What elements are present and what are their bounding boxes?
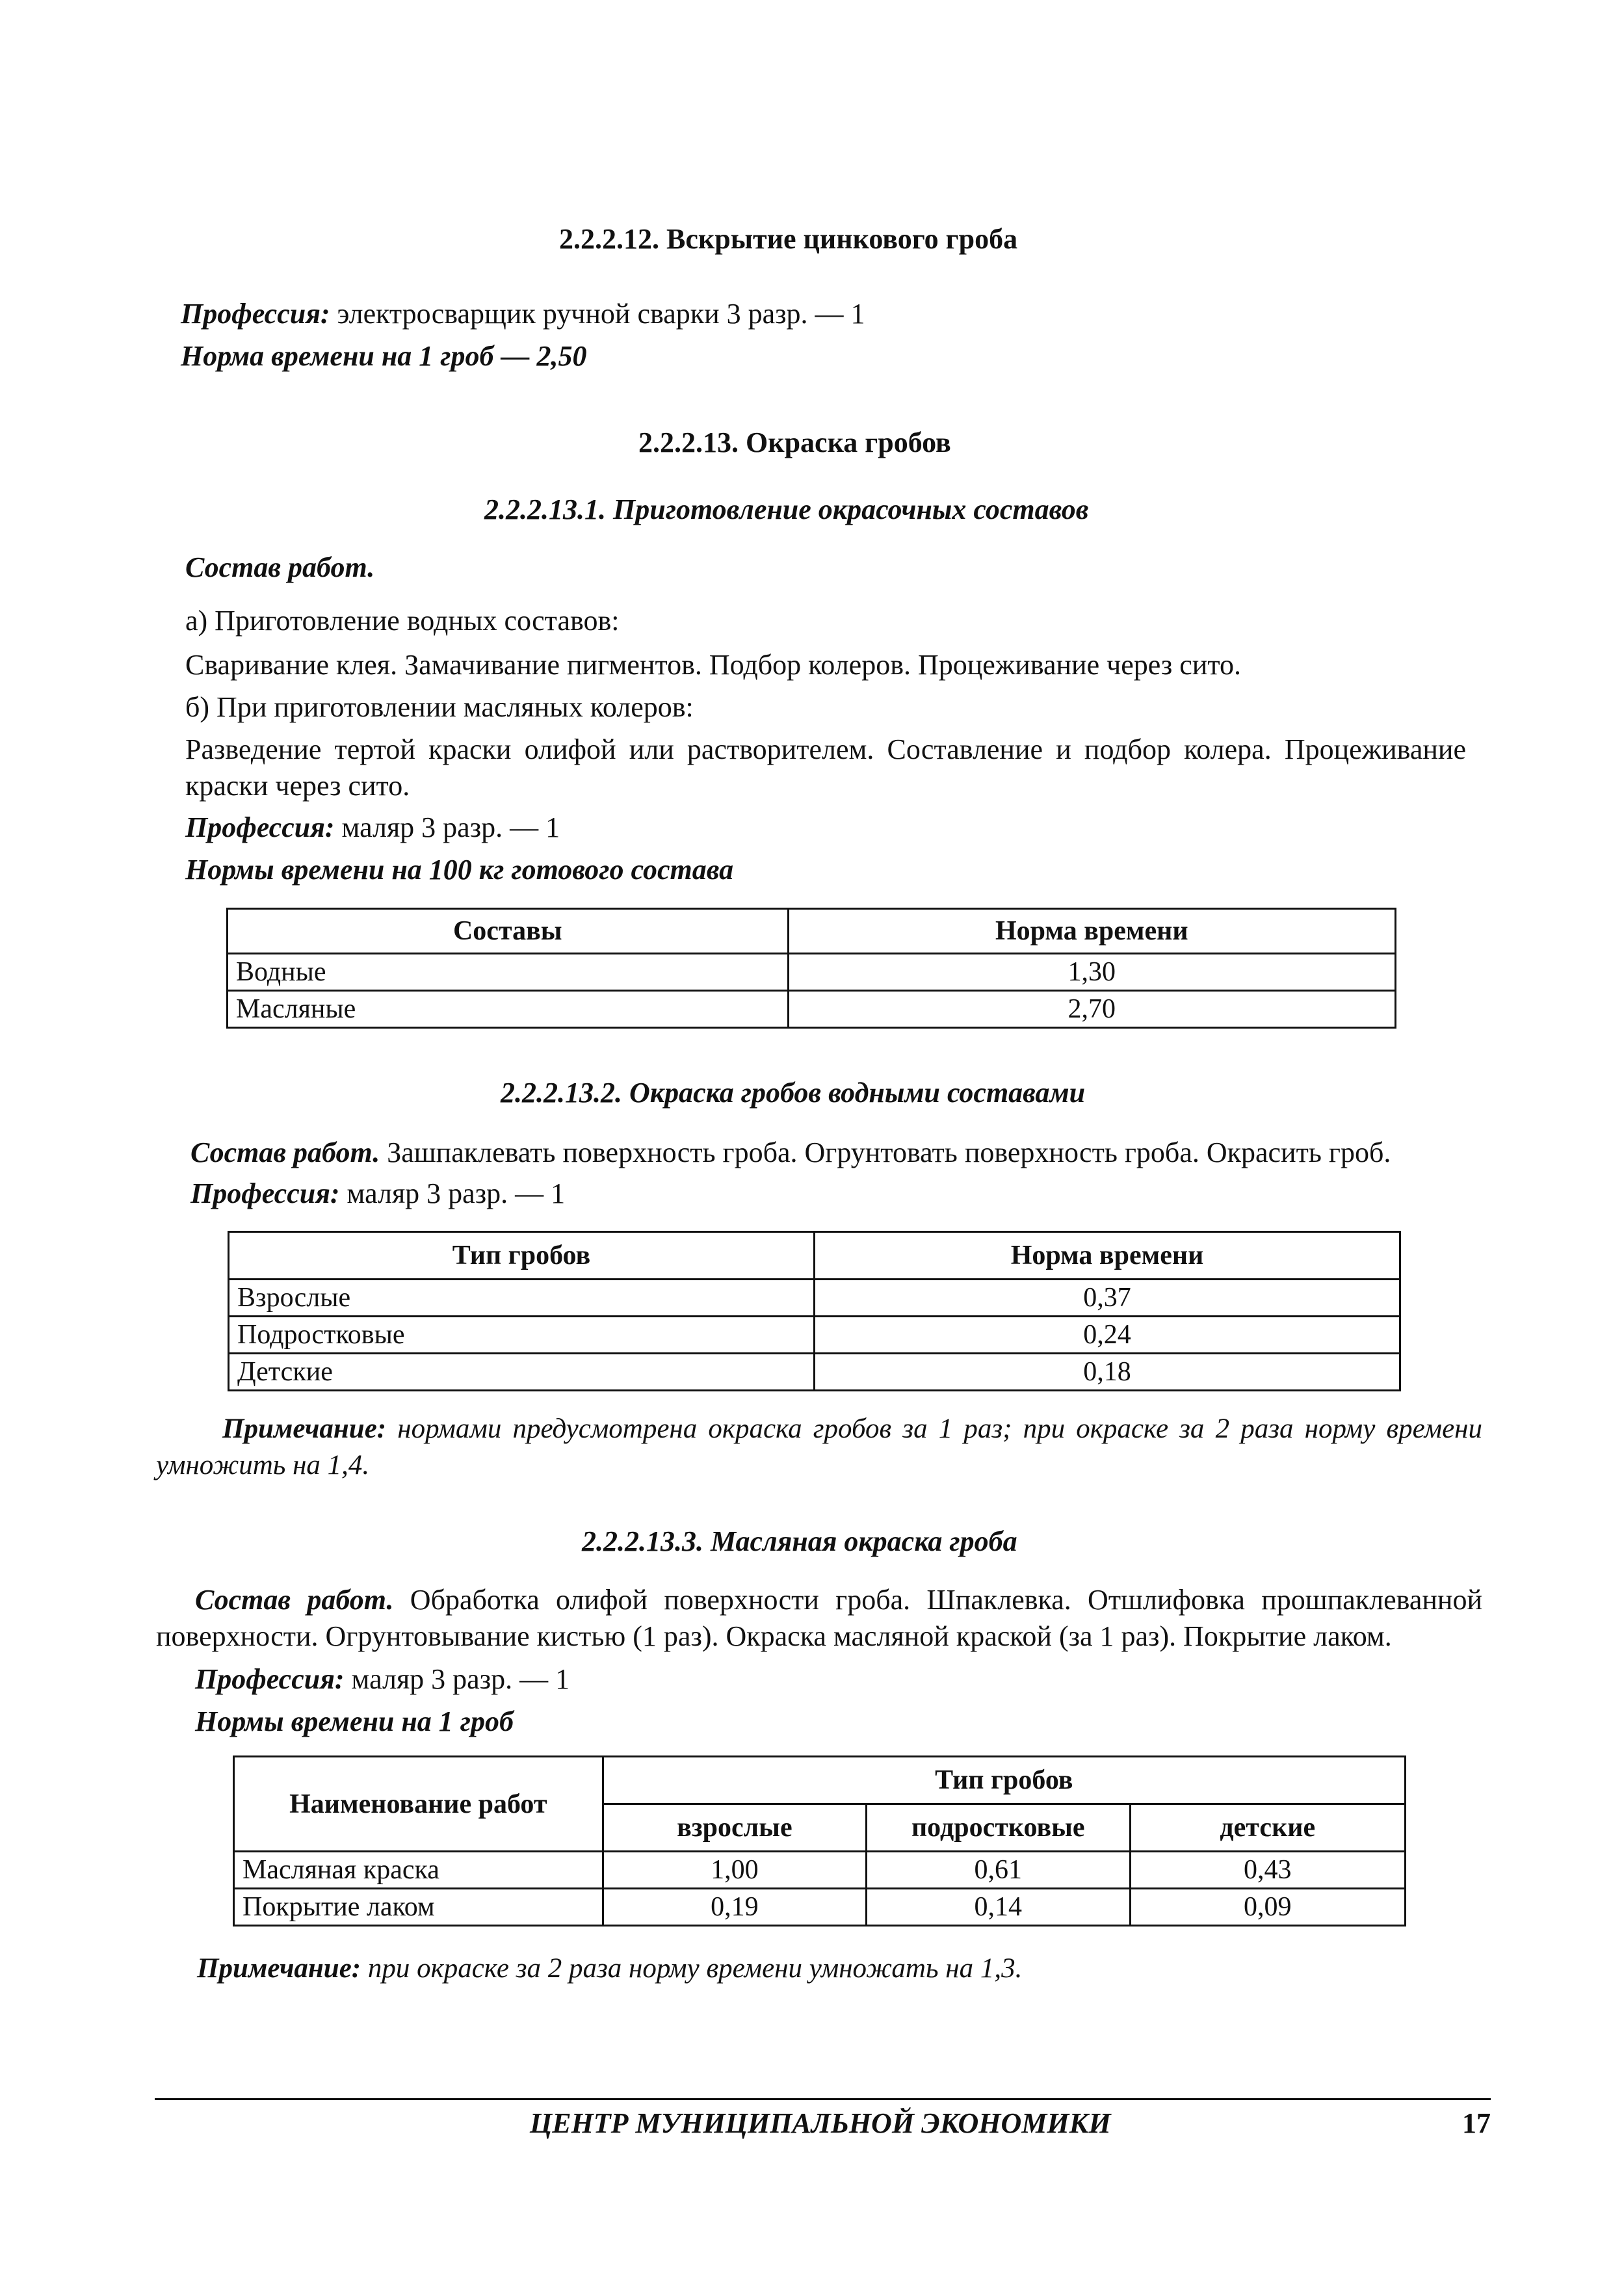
norms-title-13-3: Нормы времени на 1 гроб <box>195 1705 514 1737</box>
profession-label: Профессия: <box>181 298 330 330</box>
table-cell: 1,30 <box>788 954 1395 991</box>
table-cell: 0,14 <box>867 1889 1130 1926</box>
section-heading-12: 2.2.2.12. Вскрытие цинкового гроба <box>559 223 1018 255</box>
profession-label: Профессия: <box>190 1177 340 1209</box>
table-header: Норма времени <box>815 1232 1400 1280</box>
table-subheader: детские <box>1130 1804 1406 1852</box>
table-header: Составы <box>228 909 789 954</box>
table-subheader: взрослые <box>603 1804 866 1852</box>
table-cell: 0,43 <box>1130 1852 1406 1889</box>
note-label: Примечание: <box>197 1953 361 1984</box>
note-text: при окраске за 2 раза норму времени умножать на 1,3. <box>361 1953 1023 1984</box>
table-cell: 0,09 <box>1130 1889 1406 1926</box>
profession-line-13-2 <box>190 1176 565 1212</box>
profession-value: электросварщик ручной сварки 3 разр. — 1 <box>330 298 865 330</box>
table-cell: Масляные <box>228 991 789 1028</box>
table-cell: Покрытие лаком <box>234 1889 603 1926</box>
note-13-3 <box>197 1951 1022 1987</box>
table-row <box>234 1852 1406 1889</box>
profession-value: маляр 3 разр. — 1 <box>344 1663 570 1695</box>
table-row <box>228 954 1396 991</box>
profession-value: маляр 3 разр. — 1 <box>339 1177 566 1209</box>
work-composition-label: Состав работ. <box>185 551 375 583</box>
note-text: нормами предусмотрена окраска гробов за 1 раз; при окраске за 2 раза норму времени умножить на 1,4. <box>156 1414 1482 1480</box>
note-label: Примечание: <box>222 1414 387 1444</box>
table-header: Норма времени <box>788 909 1395 954</box>
note-13-2 <box>156 1411 1482 1484</box>
table-cell: Масляная краска <box>234 1852 603 1889</box>
subsection-heading-13-3: 2.2.2.13.3. Масляная окраска гроба <box>582 1525 1017 1557</box>
item-a: а) Приготовление водных составов: <box>185 605 620 637</box>
work-composition-label: Состав работ. <box>195 1584 394 1616</box>
table-cell: Водные <box>228 954 789 991</box>
item-b-text: Разведение тертой краски олифой или растворителем. Составление и подбор колера. Процеживание краски через сито. <box>185 733 1466 802</box>
profession-value: маляр 3 разр. — 1 <box>334 811 560 843</box>
table-cell: 0,61 <box>867 1852 1130 1889</box>
subsection-heading-13-1: 2.2.2.13.1. Приготовление окрасочных составов <box>484 493 1089 525</box>
profession-label: Профессия: <box>195 1663 345 1695</box>
table-cell: 2,70 <box>788 991 1395 1028</box>
table-cell: 0,18 <box>815 1354 1400 1391</box>
subsection-heading-13-2: 2.2.2.13.2. Окраска гробов водными составами <box>501 1077 1086 1109</box>
norms-table-13-2 <box>228 1231 1401 1391</box>
table-row <box>229 1317 1400 1354</box>
norms-title-13-1: Нормы времени на 100 кг готового состава <box>185 854 734 886</box>
footer-divider <box>155 2098 1491 2100</box>
profession-line-13-3 <box>195 1661 570 1698</box>
table-row <box>228 991 1396 1028</box>
profession-line-13-1 <box>185 809 560 846</box>
table-cell: Детские <box>229 1354 815 1391</box>
work-composition-text: Зашпаклевать поверхность гроба. Огрунтовать поверхность гроба. Окрасить гроб. <box>380 1137 1391 1168</box>
norms-table-13-3 <box>233 1755 1406 1926</box>
table-cell: Взрослые <box>229 1280 815 1317</box>
profession-label: Профессия: <box>185 811 335 843</box>
work-composition-label: Состав работ. <box>190 1137 380 1168</box>
item-b: б) При приготовлении масляных колеров: <box>185 691 694 723</box>
table-row <box>229 1280 1400 1317</box>
table-header: Наименование работ <box>234 1757 603 1852</box>
profession-line-12 <box>181 296 865 332</box>
table-cell: 0,24 <box>815 1317 1400 1354</box>
table-header: Тип гробов <box>229 1232 815 1280</box>
table-subheader: подростковые <box>867 1804 1130 1852</box>
table-row <box>229 1354 1400 1391</box>
footer-organization: ЦЕНТР МУНИЦИПАЛЬНОЙ ЭКОНОМИКИ <box>530 2107 1111 2139</box>
norm-line-12: Норма времени на 1 гроб — 2,50 <box>181 340 587 372</box>
page-number: 17 <box>1462 2107 1491 2139</box>
work-composition-13-3 <box>156 1582 1482 1655</box>
norms-table-13-1 <box>226 908 1396 1029</box>
table-header-group: Тип гробов <box>603 1757 1405 1804</box>
table-cell: 0,37 <box>815 1280 1400 1317</box>
work-composition-text: Обработка олифой поверхности гроба. Шпаклевка. Отшлифовка прошпаклеванной поверхности. Огрунтовывание кистью (1 раз). Окраска масляной краской (за 1 раз). Покрытие лаком. <box>156 1584 1482 1652</box>
table-cell: 0,19 <box>603 1889 866 1926</box>
section-heading-13: 2.2.2.13. Окраска гробов <box>638 427 951 458</box>
item-a-text: Сваривание клея. Замачивание пигментов. Подбор колеров. Процеживание через сито. <box>185 649 1241 681</box>
table-cell: 1,00 <box>603 1852 866 1889</box>
work-composition-13-2 <box>190 1135 1391 1171</box>
table-cell: Подростковые <box>229 1317 815 1354</box>
table-row <box>234 1889 1406 1926</box>
